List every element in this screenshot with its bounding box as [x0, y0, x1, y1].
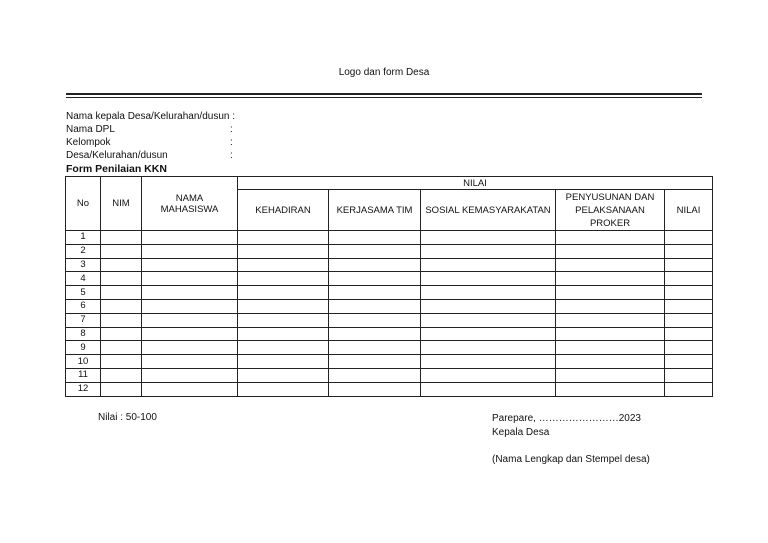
assessment-table — [65, 176, 713, 397]
empty-cell — [238, 382, 329, 396]
empty-cell — [556, 286, 665, 300]
empty-cell — [665, 258, 713, 272]
empty-cell — [101, 327, 142, 341]
nilai-range-note: Nilai : 50-100 — [98, 412, 157, 423]
empty-cell — [101, 299, 142, 313]
empty-cell — [238, 368, 329, 382]
empty-cell — [142, 286, 238, 300]
empty-cell — [556, 382, 665, 396]
empty-cell — [665, 286, 713, 300]
row-number-cell: 6 — [66, 299, 101, 313]
empty-cell — [101, 341, 142, 355]
table-row — [66, 244, 713, 258]
info-label: Nama kepala Desa/Kelurahan/dusun : — [66, 111, 235, 122]
empty-cell — [556, 327, 665, 341]
table-row — [66, 299, 713, 313]
table-row — [66, 313, 713, 327]
info-label: Kelompok — [66, 137, 111, 148]
col-header-sosial: SOSIAL KEMASYARAKATAN — [421, 190, 556, 231]
row-number-cell: 8 — [66, 327, 101, 341]
empty-cell — [101, 382, 142, 396]
empty-cell — [421, 231, 556, 245]
table-row — [66, 327, 713, 341]
empty-cell — [556, 231, 665, 245]
info-row-kepala-desa — [66, 110, 266, 123]
info-colon: : — [230, 150, 233, 161]
row-number-cell: 1 — [66, 231, 101, 245]
empty-cell — [238, 272, 329, 286]
table-row — [66, 272, 713, 286]
empty-cell — [665, 382, 713, 396]
empty-cell — [329, 286, 421, 300]
empty-cell — [101, 313, 142, 327]
signature-block — [492, 412, 650, 467]
info-label: Nama DPL — [66, 124, 115, 135]
row-number-cell: 10 — [66, 355, 101, 369]
empty-cell — [421, 272, 556, 286]
row-number-cell: 9 — [66, 341, 101, 355]
empty-cell — [238, 327, 329, 341]
empty-cell — [421, 313, 556, 327]
empty-cell — [556, 258, 665, 272]
empty-cell — [142, 355, 238, 369]
empty-cell — [329, 341, 421, 355]
empty-cell — [421, 258, 556, 272]
empty-cell — [101, 355, 142, 369]
col-header-penyusunan: PENYUSUNAN DAN PELAKSANAAN PROKER — [556, 190, 665, 231]
empty-cell — [665, 355, 713, 369]
empty-cell — [101, 368, 142, 382]
empty-cell — [142, 258, 238, 272]
col-header-kerjasama: KERJASAMA TIM — [329, 190, 421, 231]
row-number-cell: 4 — [66, 272, 101, 286]
empty-cell — [665, 231, 713, 245]
empty-cell — [421, 368, 556, 382]
empty-cell — [556, 272, 665, 286]
empty-cell — [556, 341, 665, 355]
header-divider-thick — [66, 93, 702, 95]
table-body — [66, 231, 713, 397]
empty-cell — [421, 244, 556, 258]
empty-cell — [329, 272, 421, 286]
empty-cell — [665, 368, 713, 382]
row-number-cell: 5 — [66, 286, 101, 300]
empty-cell — [421, 341, 556, 355]
empty-cell — [556, 355, 665, 369]
empty-cell — [238, 258, 329, 272]
empty-cell — [101, 231, 142, 245]
empty-cell — [665, 341, 713, 355]
empty-cell — [421, 299, 556, 313]
info-label: Desa/Kelurahan/dusun — [66, 150, 168, 161]
info-colon: : — [230, 137, 233, 148]
empty-cell — [142, 327, 238, 341]
empty-cell — [556, 368, 665, 382]
empty-cell — [556, 313, 665, 327]
table-row — [66, 368, 713, 382]
table-row — [66, 231, 713, 245]
table-row — [66, 382, 713, 396]
place-date: Parepare, ……………………2023 — [492, 413, 641, 424]
empty-cell — [556, 244, 665, 258]
col-header-kehadiran: KEHADIRAN — [238, 190, 329, 231]
empty-cell — [421, 327, 556, 341]
col-header-no: No — [66, 177, 101, 231]
empty-cell — [665, 244, 713, 258]
empty-cell — [665, 313, 713, 327]
row-number-cell: 3 — [66, 258, 101, 272]
empty-cell — [556, 299, 665, 313]
empty-cell — [238, 231, 329, 245]
signer-position: Kepala Desa — [492, 427, 550, 438]
col-group-nilai: NILAI — [238, 177, 713, 190]
empty-cell — [421, 286, 556, 300]
empty-cell — [238, 299, 329, 313]
empty-cell — [101, 244, 142, 258]
empty-cell — [329, 327, 421, 341]
table-row — [66, 341, 713, 355]
empty-cell — [329, 382, 421, 396]
header-divider-thin — [66, 97, 702, 98]
empty-cell — [329, 244, 421, 258]
signature-note: (Nama Lengkap dan Stempel desa) — [492, 454, 650, 465]
row-number-cell: 11 — [66, 368, 101, 382]
empty-cell — [238, 355, 329, 369]
empty-cell — [142, 231, 238, 245]
header-title: Logo dan form Desa — [338, 67, 430, 78]
empty-cell — [142, 368, 238, 382]
empty-cell — [238, 313, 329, 327]
empty-cell — [101, 258, 142, 272]
info-colon: : — [230, 124, 233, 135]
info-row-kelompok — [66, 136, 266, 149]
empty-cell — [665, 327, 713, 341]
empty-cell — [238, 244, 329, 258]
signature-space — [492, 440, 650, 453]
empty-cell — [421, 355, 556, 369]
empty-cell — [142, 313, 238, 327]
row-number-cell: 7 — [66, 313, 101, 327]
empty-cell — [238, 341, 329, 355]
empty-cell — [329, 258, 421, 272]
empty-cell — [329, 299, 421, 313]
col-header-nim: NIM — [101, 177, 142, 231]
col-header-nilai: NILAI — [665, 190, 713, 231]
table-row — [66, 355, 713, 369]
info-row-dpl — [66, 123, 266, 136]
empty-cell — [665, 272, 713, 286]
row-number-cell: 12 — [66, 382, 101, 396]
row-number-cell: 2 — [66, 244, 101, 258]
empty-cell — [329, 313, 421, 327]
empty-cell — [329, 231, 421, 245]
empty-cell — [142, 341, 238, 355]
info-block — [66, 110, 266, 162]
empty-cell — [142, 244, 238, 258]
empty-cell — [329, 368, 421, 382]
empty-cell — [142, 382, 238, 396]
empty-cell — [238, 286, 329, 300]
empty-cell — [142, 299, 238, 313]
col-header-nama: NAMA MAHASISWA — [142, 177, 238, 231]
empty-cell — [142, 272, 238, 286]
info-row-desa — [66, 149, 266, 162]
table-row — [66, 258, 713, 272]
table-row — [66, 286, 713, 300]
form-title: Form Penilaian KKN — [66, 163, 167, 175]
empty-cell — [101, 272, 142, 286]
empty-cell — [421, 382, 556, 396]
empty-cell — [101, 286, 142, 300]
empty-cell — [329, 355, 421, 369]
empty-cell — [665, 299, 713, 313]
